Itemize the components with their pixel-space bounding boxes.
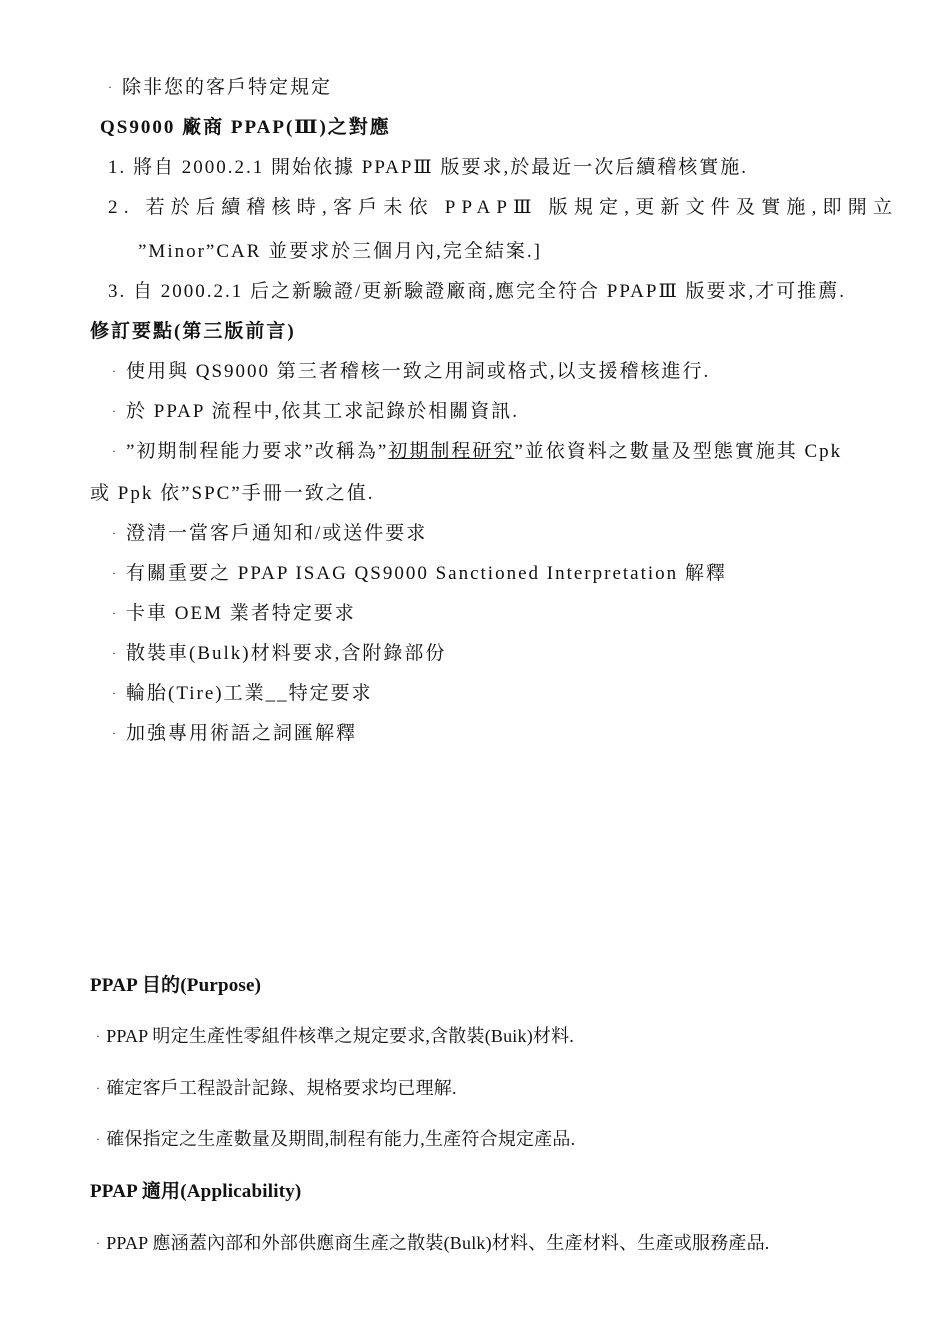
- revision-bullet-3: · ”初期制程能力要求”改稱為”初期制程研究”並依資料之數量及型態實施其 Cpk: [112, 441, 843, 462]
- applicability-heading: PPAP 適用(Applicability): [90, 1181, 302, 1202]
- revision-bullet-8: · 輪胎(Tire)工業__特定要求: [112, 683, 373, 704]
- revision-bullet-9: · 加強專用術語之詞匯解釋: [112, 723, 358, 744]
- customer-specific-bullet: · 除非您的客戶特定規定: [108, 77, 333, 98]
- revision-heading: 修訂要點(第三版前言): [90, 321, 296, 342]
- underlined-term: 初期制程研究: [388, 441, 515, 462]
- purpose-heading: PPAP 目的(Purpose): [90, 975, 262, 996]
- qs9000-heading: QS9000 廠商 PPAP(Ⅲ)之對應: [100, 117, 391, 138]
- revision-bullet-1: · 使用與 QS9000 第三者稽核一致之用詞或格式,以支援稽核進行.: [112, 361, 711, 382]
- qs-item-2-continued: ”Minor”CAR 並要求於三個月內,完全結案.]: [138, 241, 543, 262]
- bullet-dot: ·: [108, 80, 114, 94]
- revision-bullet-7: · 散裝車(Bulk)材料要求,含附錄部份: [112, 643, 447, 664]
- purpose-bullet-2: · 確定客戶工程設計記錄、規格要求均已理解.: [96, 1078, 457, 1098]
- qs-item-1: 1. 將自 2000.2.1 開始依據 PPAPⅢ 版要求,於最近一次后續稽核實施.: [108, 157, 749, 178]
- purpose-bullet-1: · PPAP 明定生產性零組件核準之規定要求,含散裝(Buik)材料.: [96, 1026, 575, 1046]
- revision-bullet-2: · 於 PPAP 流程中,依其工求記錄於相關資訊.: [112, 401, 519, 422]
- revision-bullet-5: · 有關重要之 PPAP ISAG QS9000 Sanctioned Interpretation 解釋: [112, 563, 727, 584]
- revision-bullet-3-continued: 或 Ppk 依”SPC”手冊一致之值.: [90, 483, 375, 504]
- revision-bullet-6: · 卡車 OEM 業者特定要求: [112, 603, 356, 624]
- revision-bullet-4: · 澄清一當客戶通知和/或送件要求: [112, 523, 428, 544]
- qs-item-3: 3. 自 2000.2.1 后之新驗證/更新驗證廠商,應完全符合 PPAPⅢ 版要求,才可推薦.: [108, 281, 847, 302]
- purpose-bullet-3: · 確保指定之生產數量及期間,制程有能力,生產符合規定產品.: [96, 1129, 576, 1149]
- qs-item-2: 2. 若於后續稽核時,客戶未依 PPAPⅢ 版規定,更新文件及實施,即開立: [108, 197, 899, 218]
- applicability-bullet-1: · PPAP 應涵蓋內部和外部供應商生產之散裝(Bulk)材料、生產材料、生產或服務產品.: [96, 1233, 770, 1253]
